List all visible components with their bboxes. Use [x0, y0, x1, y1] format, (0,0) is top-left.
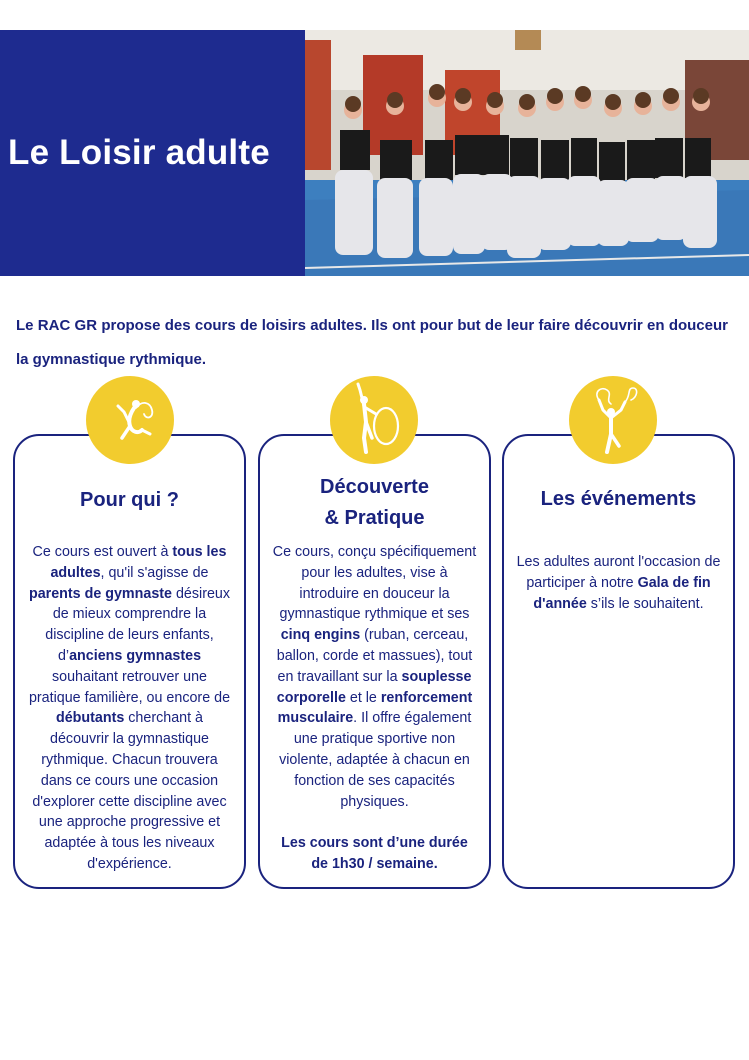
body-text: Les adultes auront l'occasion de participer à notre: [516, 554, 721, 591]
card-title: Pour qui ?: [80, 489, 179, 511]
body-text: (ruban, cerceau, ballon, corde et massues), tout en travaillant sur la: [276, 627, 473, 685]
body-text: Ce cours, conçu spécifiquement pour les adultes, vise à introduire en douceur la gymnastique rythmique et ses: [272, 544, 477, 623]
gymnast-ribbon-dance-icon: [569, 376, 657, 464]
emphasis-text: renforcement musculaire: [277, 689, 473, 727]
card-pour-qui: [13, 434, 246, 889]
emphasis-text: débutants: [56, 710, 125, 727]
card-decouverte-pratique: [258, 434, 491, 889]
gymnast-ribbon-icon: [86, 376, 174, 464]
body-text: et le: [345, 689, 381, 706]
emphasis-text: souplesse corporelle: [276, 668, 472, 706]
intro-paragraph: Le RAC GR propose des cours de loisirs adultes. Ils ont pour but de leur faire découvrir en douceur la gymnastique rythmique.: [16, 317, 728, 368]
card-title-line-2: & Pratique: [324, 507, 425, 529]
group-photo: [305, 30, 749, 276]
card-title: Les événements: [540, 488, 697, 510]
emphasis-text: anciens gymnastes: [69, 647, 202, 664]
emphasis-text: Gala de fin d'année: [533, 574, 711, 612]
card-title: [260, 472, 489, 534]
body-text: Ce cours est ouvert à: [32, 544, 173, 560]
card-body: [516, 552, 721, 614]
gymnast-hoop-icon: [330, 376, 418, 464]
card-title-line-1: Découverte: [320, 476, 429, 498]
card-body: [27, 542, 232, 875]
emphasis-text: tous les adultes: [50, 544, 227, 581]
body-text: cherchant à découvrir la gymnastique rythmique. Chacun trouvera dans ce cours une occasion d'explorer cette discipline avec une approche progressive et adaptée à tous les niveaux d'expérience.: [32, 710, 227, 872]
card-evenements: [502, 434, 735, 889]
emphasis-text: parents de gymnaste: [28, 585, 172, 602]
body-text: désireux de mieux comprendre la discipline de leurs enfants, d’: [45, 585, 231, 664]
emphasis-text: cinq engins: [280, 627, 361, 644]
card-body: [272, 542, 477, 812]
course-duration-note: Les cours sont d’une durée de 1h30 / semaine.: [281, 835, 468, 872]
page-title: Le Loisir adulte: [8, 133, 270, 172]
body-text: , qu'il s'agisse de: [100, 564, 209, 581]
header-banner: [0, 30, 305, 276]
body-text: . Il offre également une pratique sportive non violente, adaptée à chacun en fonction de ses capacités physiques.: [279, 710, 472, 810]
body-text: s’ils le souhaitent.: [586, 595, 704, 612]
body-text: souhaitant retrouver une pratique familière, ou encore de: [28, 668, 231, 706]
